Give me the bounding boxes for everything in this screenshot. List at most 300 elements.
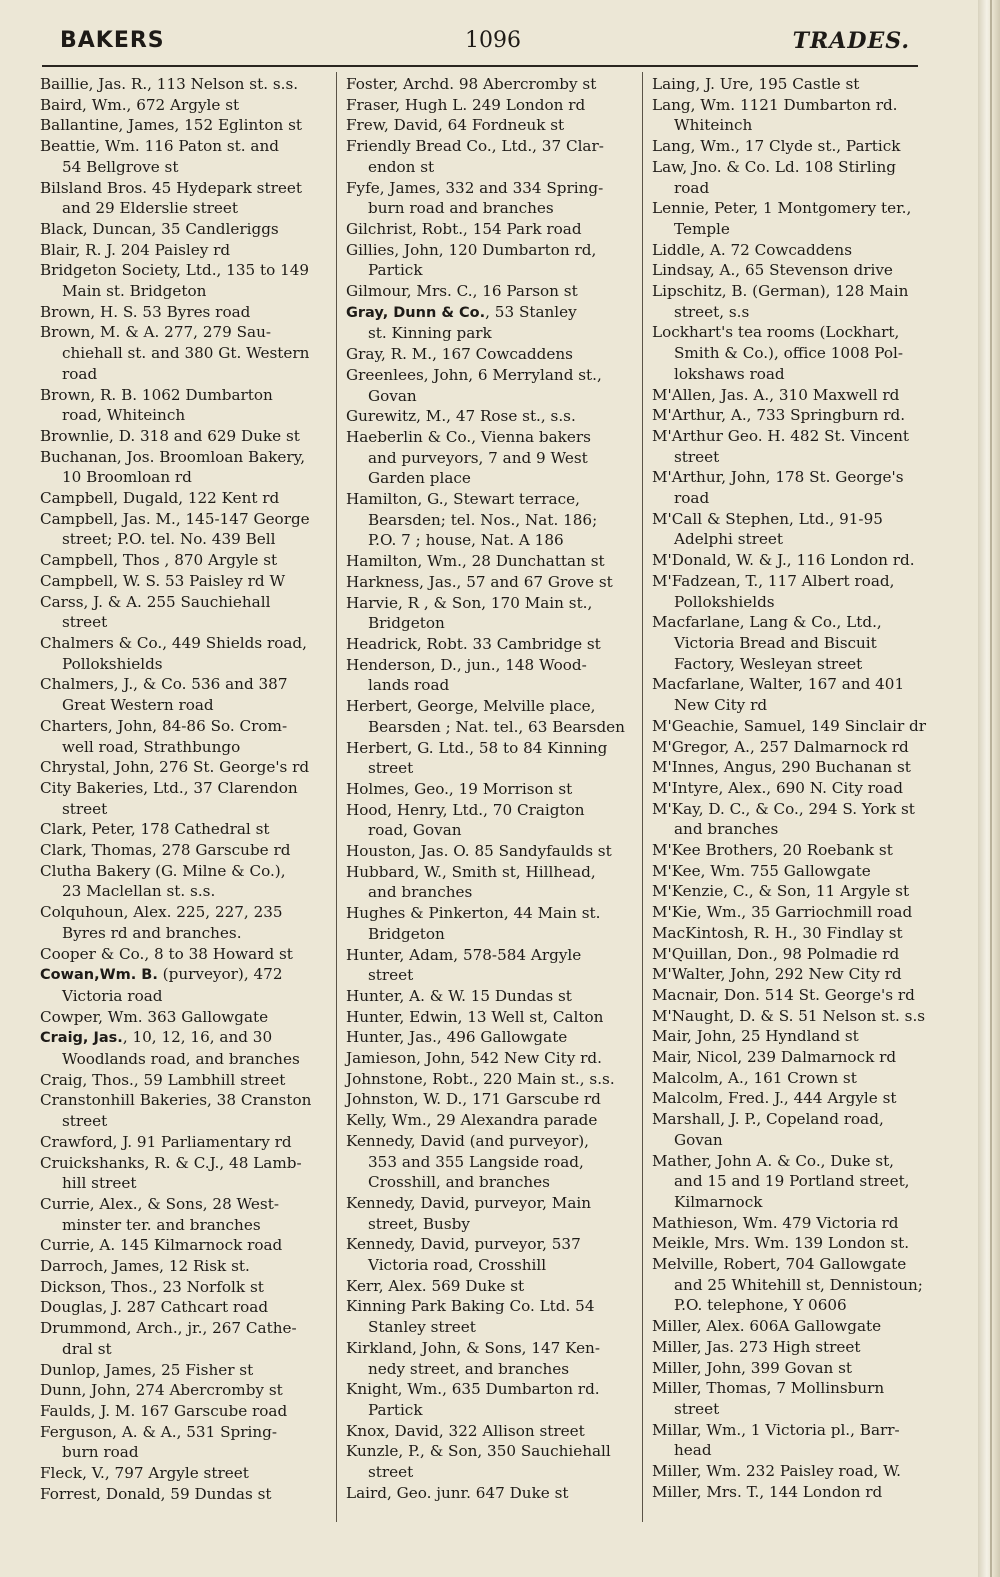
entry-line	[346, 696, 636, 717]
directory-entry	[40, 902, 330, 943]
directory-entry	[652, 737, 942, 758]
entry-continuation	[652, 178, 942, 199]
directory-entry	[346, 1131, 636, 1193]
entry-text: , 53 Stanley	[485, 302, 577, 321]
entry-continuation	[652, 695, 942, 716]
directory-entry	[40, 178, 330, 219]
entry-line	[346, 1131, 636, 1152]
entry-text: Lennie, Peter, 1 Montgomery ter.,	[652, 199, 912, 218]
entry-line	[346, 1421, 636, 1442]
directory-entry	[40, 944, 330, 965]
directory-entry	[40, 219, 330, 240]
directory-entry	[652, 405, 942, 426]
entry-line	[40, 240, 330, 261]
directory-entry	[652, 964, 942, 985]
entry-line	[652, 840, 942, 861]
directory-entry	[652, 1337, 942, 1358]
entry-text: Ballantine, James, 152 Eglinton st	[40, 116, 303, 135]
directory-entry	[40, 819, 330, 840]
entry-line	[346, 986, 636, 1007]
entry-text: Cooper & Co., 8 to 38 Howard st	[40, 944, 293, 963]
entry-line	[652, 509, 942, 530]
entry-text: Adelphi street	[674, 530, 783, 549]
entry-continuation	[40, 198, 330, 219]
entry-continuation	[346, 530, 636, 551]
directory-entry	[40, 1235, 330, 1256]
entry-line	[40, 1484, 330, 1505]
entry-text: Smith & Co.), office 1008 Pol-	[674, 344, 903, 363]
entry-line	[652, 1109, 942, 1130]
entry-line	[652, 612, 942, 633]
directory-entry	[346, 1089, 636, 1110]
entry-text: Jamieson, John, 542 New City rd.	[346, 1049, 602, 1068]
entry-continuation	[40, 799, 330, 820]
directory-entry	[652, 95, 942, 136]
entry-text: Whiteinch	[674, 116, 753, 135]
entry-text: Miller, Jas. 273 High street	[652, 1337, 861, 1356]
entry-text: Campbell, Jas. M., 145-147 George	[40, 509, 310, 528]
directory-entry	[40, 95, 330, 116]
entry-text: Lindsay, A., 65 Stevenson drive	[652, 261, 893, 280]
entry-text: Craig, Thos., 59 Lambhill street	[40, 1070, 286, 1089]
entry-line	[40, 1401, 330, 1422]
entry-text: M'Intyre, Alex., 690 N. City road	[652, 778, 903, 797]
directory-entry	[346, 219, 636, 240]
entry-text: Hamilton, Wm., 28 Dunchattan st	[346, 552, 605, 571]
directory-entry	[40, 1297, 330, 1318]
entry-line	[40, 1318, 330, 1339]
entry-text: lokshaws road	[674, 364, 785, 383]
entry-text: Woodlands road, and branches	[62, 1050, 300, 1069]
entry-text: Hughes & Pinkerton, 44 Main st.	[346, 904, 601, 923]
entry-line	[346, 634, 636, 655]
entry-text: Hunter, Jas., 496 Gallowgate	[346, 1028, 568, 1047]
entry-text: street, s.s	[674, 302, 750, 321]
entry-line	[346, 240, 636, 261]
directory-entry	[346, 1110, 636, 1131]
entry-continuation	[40, 1049, 330, 1070]
entry-text: Holmes, Geo., 19 Morrison st	[346, 779, 573, 798]
entry-text: Knox, David, 322 Allison street	[346, 1421, 585, 1440]
entry-continuation	[40, 343, 330, 364]
directory-entry	[652, 1316, 942, 1337]
entry-continuation	[346, 510, 636, 531]
entry-text: 54 Bellgrove st	[62, 157, 179, 176]
entry-text: head	[674, 1441, 712, 1460]
directory-entry	[652, 157, 942, 198]
entry-line	[652, 240, 942, 261]
directory-entry	[346, 986, 636, 1007]
entry-continuation	[346, 198, 636, 219]
directory-entry	[652, 322, 942, 384]
entry-text: Lang, Wm. 1121 Dumbarton rd.	[652, 95, 898, 114]
entry-line	[652, 281, 942, 302]
entry-line	[652, 74, 942, 95]
entry-line	[40, 1007, 330, 1028]
entry-line	[346, 74, 636, 95]
directory-entry	[652, 1482, 942, 1503]
entry-continuation	[346, 613, 636, 634]
entry-text: road	[674, 489, 710, 508]
entry-text: Foster, Archd. 98 Abercromby st	[346, 75, 597, 93]
directory-entry	[346, 1027, 636, 1048]
entry-text: M'Gregor, A., 257 Dalmarnock rd	[652, 737, 909, 756]
entry-text: Headrick, Robt. 33 Cambridge st	[346, 634, 601, 653]
entry-text: burn road and branches	[368, 199, 554, 218]
directory-entry	[40, 240, 330, 261]
entry-text: Kilmarnock	[674, 1192, 763, 1211]
entry-line	[652, 1068, 942, 1089]
entry-line	[40, 322, 330, 343]
directory-entry	[652, 1358, 942, 1379]
entry-line	[40, 757, 330, 778]
entry-text: Factory, Wesleyan street	[674, 654, 863, 673]
directory-entry	[652, 1420, 942, 1461]
entry-text: M'Kay, D. C., & Co., 294 S. York st	[652, 799, 915, 818]
entry-continuation	[40, 529, 330, 550]
entry-text: Melville, Robert, 704 Gallowgate	[652, 1255, 907, 1274]
entry-text: street	[62, 1112, 108, 1131]
entry-line	[40, 95, 330, 116]
entry-line	[40, 1153, 330, 1174]
entry-text: well road, Strathbungo	[62, 737, 241, 756]
entry-text: Garden place	[368, 469, 471, 488]
directory-entry	[346, 406, 636, 427]
directory-entry	[652, 136, 942, 157]
entry-text: M'Allen, Jas. A., 310 Maxwell rd	[652, 385, 900, 404]
directory-entry	[652, 985, 942, 1006]
entry-text: Currie, A. 145 Kilmarnock road	[40, 1236, 283, 1255]
entry-line	[40, 1277, 330, 1298]
entry-line	[652, 1337, 942, 1358]
entry-text: Ferguson, A. & A., 531 Spring-	[40, 1422, 277, 1441]
entry-continuation	[652, 1399, 942, 1420]
entry-line	[40, 178, 330, 199]
entry-continuation	[346, 386, 636, 407]
entry-continuation	[346, 820, 636, 841]
entry-text: M'Innes, Angus, 290 Buchanan st	[652, 758, 911, 777]
directory-entry	[652, 74, 942, 95]
directory-entry	[40, 1463, 330, 1484]
directory-entry	[346, 281, 636, 302]
entry-line	[346, 593, 636, 614]
directory-entry	[40, 1422, 330, 1463]
entry-line	[346, 738, 636, 759]
entry-line	[40, 778, 330, 799]
entry-continuation	[346, 882, 636, 903]
directory-entry	[652, 1109, 942, 1150]
entry-line	[346, 945, 636, 966]
directory-entry	[40, 426, 330, 447]
directory-entry	[40, 302, 330, 323]
entry-continuation	[346, 924, 636, 945]
directory-entry	[652, 1047, 942, 1068]
entry-text: Carss, J. & A. 255 Sauchiehall	[40, 592, 271, 611]
entry-text: minster ter. and branches	[62, 1215, 261, 1234]
entry-line	[652, 385, 942, 406]
directory-entry	[652, 385, 942, 406]
entry-text: Kennedy, David (and purveyor),	[346, 1131, 590, 1150]
directory-entry	[40, 571, 330, 592]
entry-text: street	[62, 799, 108, 818]
entry-line	[40, 861, 330, 882]
directory-entry	[346, 240, 636, 281]
entry-continuation	[346, 965, 636, 986]
entry-text: Kennedy, David, purveyor, Main	[346, 1193, 592, 1212]
entry-line	[652, 1461, 942, 1482]
entry-text: Lang, Wm., 17 Clyde st., Partick	[652, 137, 901, 156]
entry-text: Gray, R. M., 167 Cowcaddens	[346, 345, 573, 364]
entry-continuation	[346, 1317, 636, 1338]
entry-text: Victoria road, Crosshill	[368, 1256, 547, 1275]
entry-text: M'Donald, W. & J., 116 London rd.	[652, 551, 915, 570]
entry-text: and branches	[368, 883, 473, 902]
entry-text: Darroch, James, 12 Risk st.	[40, 1257, 250, 1276]
directory-entry	[40, 74, 330, 95]
entry-continuation	[40, 467, 330, 488]
entry-text: Herbert, G. Ltd., 58 to 84 Kinning	[346, 738, 608, 757]
entry-line	[346, 178, 636, 199]
page-number: 1096	[465, 28, 521, 53]
entry-line	[346, 1441, 636, 1462]
entry-text: Miller, Thomas, 7 Mollinsburn	[652, 1379, 885, 1398]
entry-line	[652, 198, 942, 219]
directory-entry	[652, 778, 942, 799]
entry-line	[346, 1007, 636, 1028]
directory-entry	[652, 1151, 942, 1213]
entry-text: Laing, J. Ure, 195 Castle st	[652, 75, 860, 93]
entry-line	[40, 260, 330, 281]
entry-text: Mathieson, Wm. 479 Victoria rd	[652, 1213, 899, 1232]
entry-text: Frew, David, 64 Fordneuk st	[346, 116, 565, 135]
entry-text: Johnston, W. D., 171 Garscube rd	[346, 1090, 601, 1109]
entry-line	[652, 136, 942, 157]
entry-line	[346, 1338, 636, 1359]
directory-entry	[346, 593, 636, 634]
entry-text: M'Kenzie, C., & Son, 11 Argyle st	[652, 882, 910, 901]
directory-entry	[40, 1194, 330, 1235]
directory-entry	[40, 1318, 330, 1359]
entry-continuation	[652, 447, 942, 468]
entry-text: , 10, 12, 16, and 30	[122, 1028, 273, 1047]
directory-entry	[40, 1277, 330, 1298]
entry-line	[652, 1006, 942, 1027]
directory-entry	[652, 799, 942, 840]
column-divider	[642, 72, 643, 1522]
entry-continuation	[40, 364, 330, 385]
entry-line	[40, 592, 330, 613]
entry-line	[652, 1254, 942, 1275]
entry-text: Brown, H. S. 53 Byres road	[40, 302, 251, 321]
directory-entry	[40, 1070, 330, 1091]
entry-text: dral st	[62, 1339, 112, 1358]
entry-line	[346, 1048, 636, 1069]
entry-text: M'Geachie, Samuel, 149 Sinclair dr	[652, 716, 927, 735]
directory-entry	[652, 1026, 942, 1047]
page-header	[60, 26, 910, 62]
entry-text: street	[368, 1463, 414, 1482]
entry-text: road, Whiteinch	[62, 406, 186, 425]
directory-entry	[346, 634, 636, 655]
entry-line	[346, 406, 636, 427]
entry-text: Kunzle, P., & Son, 350 Sauchiehall	[346, 1442, 611, 1461]
entry-continuation	[652, 1192, 942, 1213]
entry-continuation	[652, 1295, 942, 1316]
entry-text: Currie, Alex., & Sons, 28 West-	[40, 1194, 279, 1213]
entry-text: Johnstone, Robt., 220 Main st., s.s.	[346, 1069, 615, 1088]
entry-text: street	[62, 613, 108, 632]
entry-text: Friendly Bread Co., Ltd., 37 Clar-	[346, 137, 604, 156]
directory-entry	[652, 944, 942, 965]
entry-text: Bearsden ; Nat. tel., 63 Bearsden	[368, 717, 625, 736]
entry-text: Clark, Peter, 178 Cathedral st	[40, 820, 270, 839]
entry-line	[40, 1235, 330, 1256]
directory-entry	[346, 302, 636, 344]
entry-text: Brown, R. B. 1062 Dumbarton	[40, 385, 273, 404]
directory-entry	[40, 550, 330, 571]
entry-line	[346, 427, 636, 448]
entry-line	[652, 1047, 942, 1068]
entry-text: Charters, John, 84-86 So. Crom-	[40, 716, 288, 735]
directory-entry	[346, 738, 636, 779]
entry-text: street, Busby	[368, 1214, 470, 1233]
entry-continuation	[346, 468, 636, 489]
entry-line	[652, 923, 942, 944]
directory-entry	[346, 427, 636, 489]
entry-line	[652, 1358, 942, 1379]
directory-entry	[346, 95, 636, 116]
entry-text: Blair, R. J. 204 Paisley rd	[40, 240, 231, 259]
entry-text: Clark, Thomas, 278 Garscube rd	[40, 841, 291, 860]
entry-text: M'Kee, Wm. 755 Gallowgate	[652, 861, 871, 880]
directory-entry	[652, 1378, 942, 1419]
entry-continuation	[652, 1275, 942, 1296]
directory-entry	[652, 674, 942, 715]
directory-entry	[652, 1068, 942, 1089]
entry-line	[40, 1297, 330, 1318]
entry-line	[346, 489, 636, 510]
entry-text: Temple	[674, 219, 730, 238]
entry-line	[346, 551, 636, 572]
entry-text: Macfarlane, Walter, 167 and 401	[652, 675, 905, 694]
entry-continuation	[346, 323, 636, 344]
entry-line	[346, 1296, 636, 1317]
directory-entry	[40, 322, 330, 384]
entry-text: Bearsden; tel. Nos., Nat. 186;	[368, 510, 598, 529]
entry-continuation	[40, 405, 330, 426]
entry-continuation	[652, 1130, 942, 1151]
entry-text: Chrystal, John, 276 St. George's rd	[40, 758, 310, 777]
entry-line	[40, 1380, 330, 1401]
directory-entry	[652, 281, 942, 322]
entry-continuation	[346, 1359, 636, 1380]
directory-entry	[40, 115, 330, 136]
entry-text: Hunter, A. & W. 15 Dundas st	[346, 986, 572, 1005]
directory-entry	[652, 923, 942, 944]
entry-continuation	[346, 1172, 636, 1193]
entry-line	[40, 1132, 330, 1153]
entry-continuation	[346, 1255, 636, 1276]
directory-entry	[40, 1090, 330, 1131]
entry-text: Hubbard, W., Smith st, Hillhead,	[346, 862, 596, 881]
entry-text: Malcolm, A., 161 Crown st	[652, 1068, 857, 1087]
entry-text: 23 Maclellan st. s.s.	[62, 882, 216, 901]
entry-continuation	[346, 448, 636, 469]
directory-entry	[346, 1234, 636, 1275]
entry-text: Dickson, Thos., 23 Norfolk st	[40, 1277, 264, 1296]
entry-line	[40, 944, 330, 965]
entry-continuation	[346, 1462, 636, 1483]
entry-line	[346, 1110, 636, 1131]
entry-line	[652, 1026, 942, 1047]
entry-line	[346, 800, 636, 821]
entry-text: Harvie, R , & Son, 170 Main st.,	[346, 593, 593, 612]
entry-line	[652, 1151, 942, 1172]
directory-entry	[652, 550, 942, 571]
entry-continuation	[652, 115, 942, 136]
entry-text: Haeberlin & Co., Vienna bakers	[346, 427, 591, 446]
entry-continuation	[652, 302, 942, 323]
entry-line	[652, 944, 942, 965]
entry-text: P.O. 7 ; house, Nat. A 186	[368, 531, 564, 550]
entry-text: Victoria Bread and Biscuit	[674, 633, 877, 652]
directory-entry	[40, 1132, 330, 1153]
directory-entry	[40, 1360, 330, 1381]
entry-line	[346, 1483, 636, 1504]
entry-continuation	[346, 1152, 636, 1173]
entry-text: Campbell, W. S. 53 Paisley rd W	[40, 571, 286, 590]
entry-text: nedy street, and branches	[368, 1359, 570, 1378]
directory-entry	[652, 571, 942, 612]
directory-entry	[652, 467, 942, 508]
entry-text: Miller, Alex. 606A Gallowgate	[652, 1317, 882, 1336]
directory-entry	[652, 1254, 942, 1316]
entry-continuation	[40, 654, 330, 675]
directory-entry	[346, 1296, 636, 1337]
entry-text: Lipschitz, B. (German), 128 Main	[652, 282, 909, 301]
entry-line	[346, 1276, 636, 1297]
directory-entry	[40, 964, 330, 1006]
directory-entry	[652, 881, 942, 902]
entry-text: Colquhoun, Alex. 225, 227, 235	[40, 903, 283, 922]
entry-text: street	[368, 966, 414, 985]
directory-entry	[346, 344, 636, 365]
entry-text: Campbell, Thos , 870 Argyle st	[40, 551, 278, 570]
entry-text: and 29 Elderslie street	[62, 199, 239, 218]
page-edge-shadow	[978, 0, 1000, 1577]
entry-line	[652, 1233, 942, 1254]
entry-text: Herbert, George, Melville place,	[346, 697, 596, 716]
entry-line	[40, 1422, 330, 1443]
entry-text: Kirkland, John, & Sons, 147 Ken-	[346, 1338, 600, 1357]
entry-line	[346, 572, 636, 593]
directory-entry	[652, 426, 942, 467]
entry-text: Govan	[368, 386, 417, 405]
entry-line	[40, 1360, 330, 1381]
directory-entry	[40, 509, 330, 550]
entry-text: Miller, Wm. 232 Paisley road, W.	[652, 1462, 901, 1481]
directory-entry	[652, 1006, 942, 1027]
directory-entry	[40, 1484, 330, 1505]
entry-text: Dunlop, James, 25 Fisher st	[40, 1360, 254, 1379]
entry-text: Fraser, Hugh L. 249 London rd	[346, 95, 586, 114]
entry-line	[652, 778, 942, 799]
entry-continuation	[346, 717, 636, 738]
entry-line	[346, 136, 636, 157]
entry-text: M'Walter, John, 292 New City rd	[652, 965, 902, 984]
entry-line	[40, 1070, 330, 1091]
entry-text: Forrest, Donald, 59 Dundas st	[40, 1484, 272, 1503]
